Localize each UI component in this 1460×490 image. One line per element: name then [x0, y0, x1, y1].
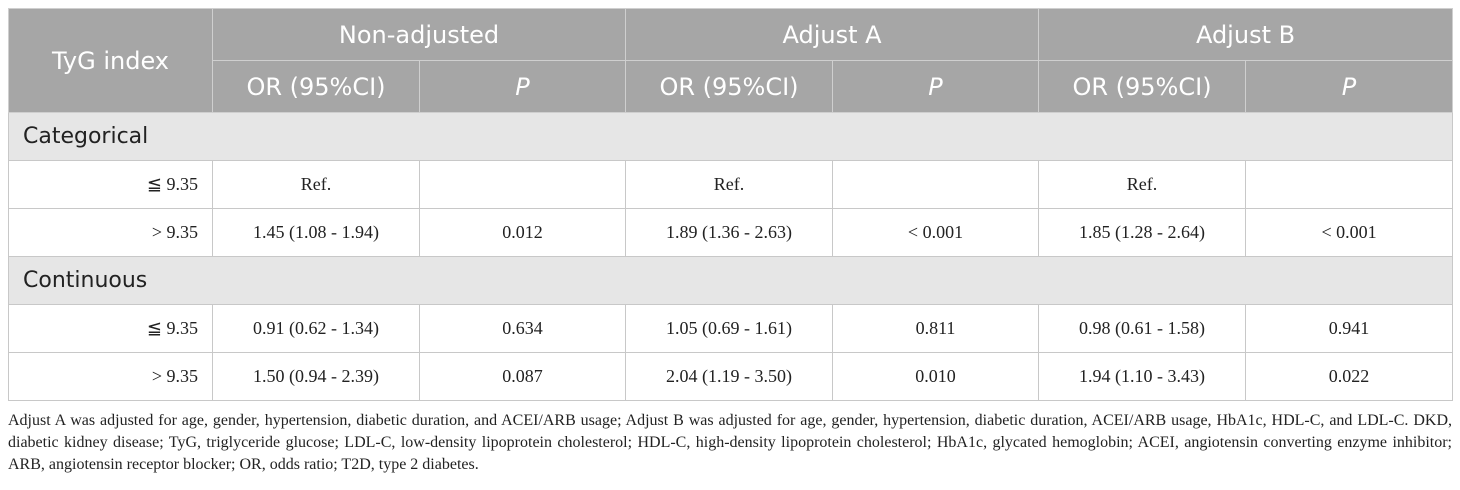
row-label: ≦ 9.35	[9, 305, 213, 353]
section-row-categorical	[9, 113, 1453, 161]
table-cell: 1.85 (1.28 - 2.64)	[1039, 209, 1246, 257]
group-header-adjust-b: Adjust B	[1039, 9, 1453, 61]
table-cell	[833, 161, 1039, 209]
table-row	[9, 305, 1453, 353]
row-label: > 9.35	[9, 209, 213, 257]
table-cell: 0.010	[833, 353, 1039, 401]
table-cell	[420, 161, 626, 209]
table-cell: 1.94 (1.10 - 3.43)	[1039, 353, 1246, 401]
group-header-non-adjusted: Non-adjusted	[213, 9, 626, 61]
table-cell: < 0.001	[833, 209, 1039, 257]
group-header-adjust-a: Adjust A	[626, 9, 1039, 61]
table-cell: 1.45 (1.08 - 1.94)	[213, 209, 420, 257]
row-label: > 9.35	[9, 353, 213, 401]
table-cell: 0.941	[1246, 305, 1453, 353]
subheader-or: OR (95%CI)	[213, 61, 420, 113]
row-label-header: TyG index	[9, 9, 213, 113]
header-row-subcolumns	[9, 61, 1453, 113]
subheader-or: OR (95%CI)	[1039, 61, 1246, 113]
subheader-p: P	[1246, 61, 1453, 113]
table-row	[9, 161, 1453, 209]
subheader-or: OR (95%CI)	[626, 61, 833, 113]
table-cell	[1246, 161, 1453, 209]
results-table	[8, 8, 1453, 401]
table-cell: Ref.	[1039, 161, 1246, 209]
subheader-p: P	[833, 61, 1039, 113]
table-footnote: Adjust A was adjusted for age, gender, hypertension, diabetic duration, and ACEI/ARB usage; Adjust B was adjusted for age, gender, hypertension, diabetic duration, ACEI/ARB usage, HbA1c, HDL-C, and LDL-C. DKD, diabetic kidney disease; TyG, triglyceride glucose; LDL-C, low-density lipoprotein cholesterol; HDL-C, high-density lipoprotein cholesterol; HbA1c, glycated hemoglobin; ACEI, angiotensin converting enzyme inhibitor; ARB, angiotensin receptor blocker; OR, odds ratio; T2D, type 2 diabetes.	[8, 412, 1452, 473]
table-cell: 0.98 (0.61 - 1.58)	[1039, 305, 1246, 353]
section-title: Categorical	[9, 113, 1453, 161]
header-row-groups	[9, 9, 1453, 61]
table-cell: 0.91 (0.62 - 1.34)	[213, 305, 420, 353]
table-cell: 1.05 (0.69 - 1.61)	[626, 305, 833, 353]
table-cell: 2.04 (1.19 - 3.50)	[626, 353, 833, 401]
table-cell: Ref.	[626, 161, 833, 209]
subheader-p: P	[420, 61, 626, 113]
table-cell: 0.022	[1246, 353, 1453, 401]
table-cell: 0.012	[420, 209, 626, 257]
table-cell: Ref.	[213, 161, 420, 209]
table-cell: 0.087	[420, 353, 626, 401]
table-row	[9, 353, 1453, 401]
row-label: ≦ 9.35	[9, 161, 213, 209]
section-title: Continuous	[9, 257, 1453, 305]
table-cell: 1.89 (1.36 - 2.63)	[626, 209, 833, 257]
table-cell: 0.634	[420, 305, 626, 353]
table-cell: 0.811	[833, 305, 1039, 353]
table-container	[8, 8, 1452, 401]
table-cell: 1.50 (0.94 - 2.39)	[213, 353, 420, 401]
section-row-continuous	[9, 257, 1453, 305]
table-row	[9, 209, 1453, 257]
table-cell: < 0.001	[1246, 209, 1453, 257]
